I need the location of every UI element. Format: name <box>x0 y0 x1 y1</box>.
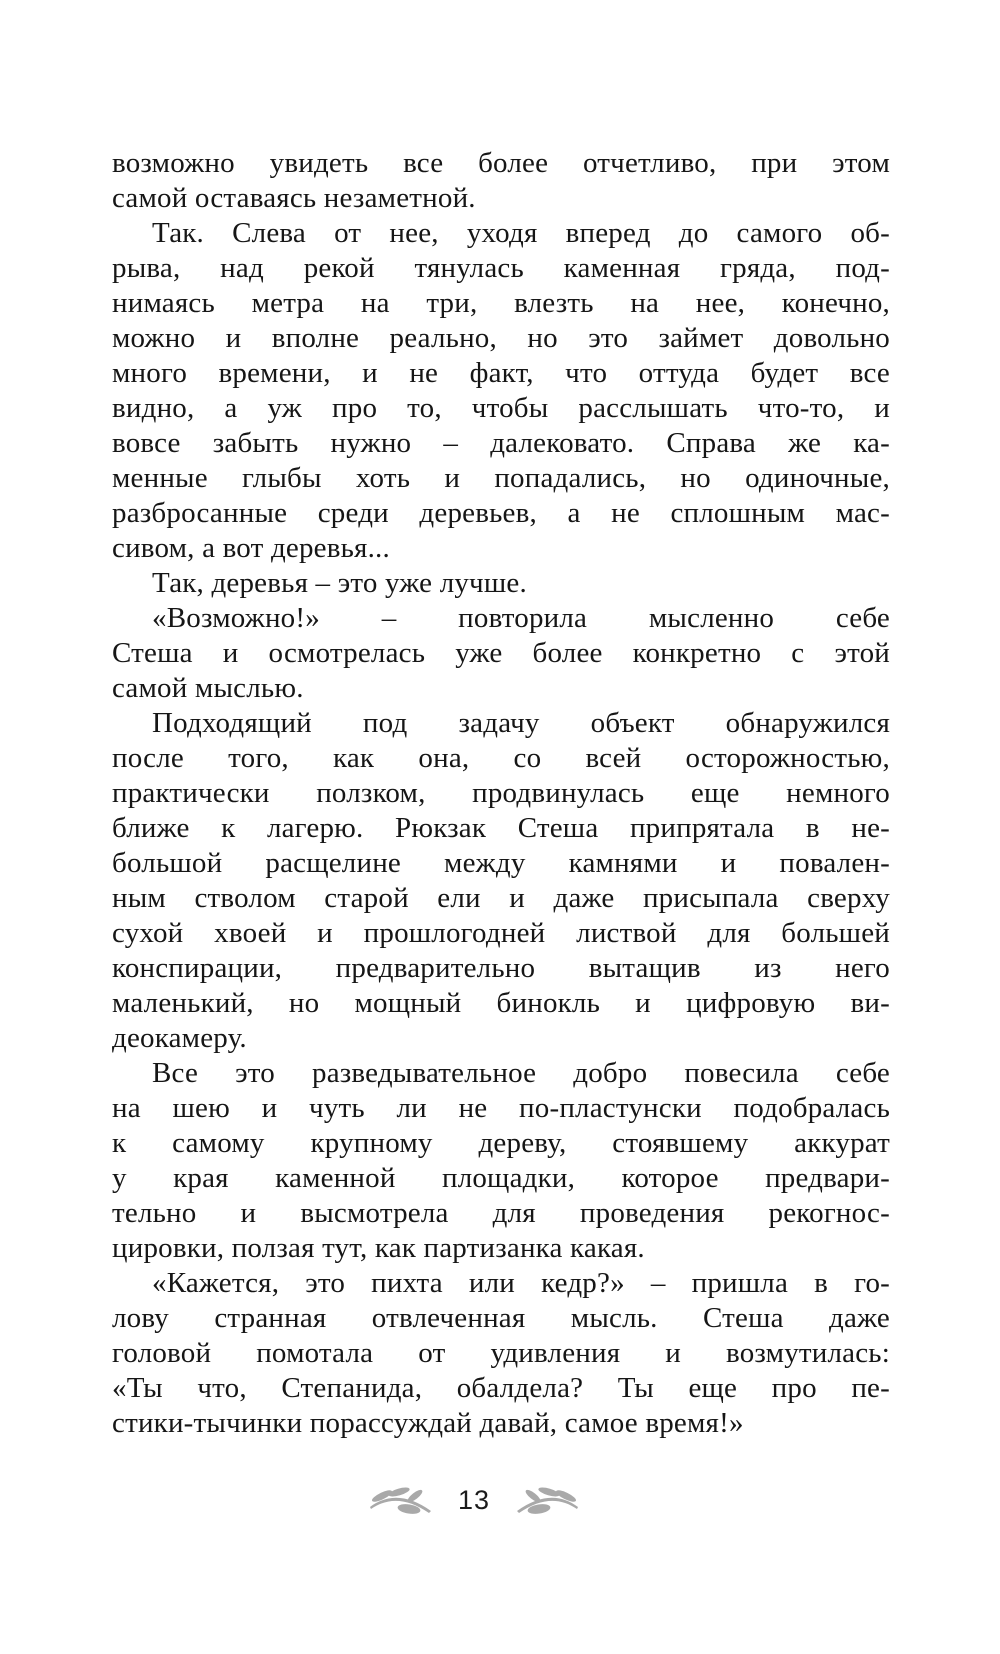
text-line: стики-тычинки порассуждай давай, самое время!» <box>112 1407 744 1439</box>
text-line: Так, деревья – это уже лучше. <box>152 567 527 599</box>
page-footer <box>0 1484 974 1516</box>
text-line: на шею и чуть ли не по-пластунски подобралась <box>112 1092 890 1124</box>
text-line: у края каменной площадки, которое предвари- <box>112 1162 890 1194</box>
text-line: сухой хвоей и прошлогодней листвой для большей <box>112 917 890 949</box>
text-line: конспирации, предварительно вытащив из него <box>112 952 890 984</box>
text-line: самой оставаясь незаметной. <box>112 182 476 214</box>
text-line: практически ползком, продвинулась еще немного <box>112 777 890 809</box>
text-line: большой расщелине между камнями и повален- <box>112 847 890 879</box>
text-line: «Ты что, Степанида, обалдела? Ты еще про пе- <box>112 1372 890 1404</box>
text-line: Так. Слева от нее, уходя вперед до самого об- <box>152 217 890 249</box>
text-line: самой мыслью. <box>112 672 304 704</box>
text-line: сивом, а вот деревья... <box>112 532 390 564</box>
text-line: Стеша и осмотрелась уже более конкретно с этой <box>112 637 890 669</box>
text-line: «Кажется, это пихта или кедр?» – пришла в го- <box>152 1267 890 1299</box>
text-line: вовсе забыть нужно – далековато. Справа же ка- <box>112 427 890 459</box>
text-line: рыва, над рекой тянулась каменная гряда, под- <box>112 252 890 284</box>
text-line: маленький, но мощный бинокль и цифровую ви- <box>112 987 890 1019</box>
text-line: Все это разведывательное добро повесила себе <box>152 1057 890 1089</box>
text-line: можно и вполне реально, но это займет довольно <box>112 322 890 354</box>
text-line: деокамеру. <box>112 1022 247 1054</box>
text-line: разбросанные среди деревьев, а не сплошным мас- <box>112 497 890 529</box>
text-line: ближе к лагерю. Рюкзак Стеша припрятала в не- <box>112 812 890 844</box>
laurel-sprig-right-icon <box>514 1484 580 1516</box>
text-line: после того, как она, со всей осторожностью, <box>112 742 890 774</box>
text-line: много времени, и не факт, что оттуда будет все <box>112 357 890 389</box>
page-text <box>112 146 890 1441</box>
page-number: 13 <box>457 1484 491 1515</box>
text-line: Подходящий под задачу объект обнаружился <box>152 707 890 739</box>
text-line: к самому крупному дереву, стоявшему аккурат <box>112 1127 890 1159</box>
text-line: нимаясь метра на три, влезть на нее, конечно, <box>112 287 890 319</box>
text-line: цировки, ползая тут, как партизанка какая. <box>112 1232 645 1264</box>
text-line: тельно и высмотрела для проведения рекогнос- <box>112 1197 890 1229</box>
text-line: ным стволом старой ели и даже присыпала сверху <box>112 882 890 914</box>
text-line: менные глыбы хоть и попадались, но одиночные, <box>112 462 890 494</box>
text-line: видно, а уж про то, чтобы расслышать что-то, и <box>112 392 890 424</box>
text-line: «Возможно!» – повторила мысленно себе <box>152 602 890 634</box>
text-line: возможно увидеть все более отчетливо, при этом <box>112 147 890 179</box>
laurel-sprig-left-icon <box>368 1484 434 1516</box>
text-line: головой помотала от удивления и возмутилась: <box>112 1337 890 1369</box>
text-line: лову странная отвлеченная мысль. Стеша даже <box>112 1302 890 1334</box>
